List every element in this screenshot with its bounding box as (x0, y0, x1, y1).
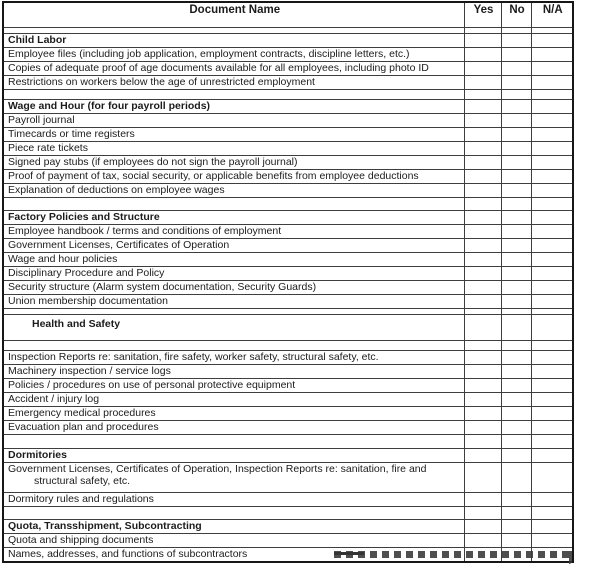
yes-checkbox-cell (464, 253, 501, 267)
na-checkbox-cell (531, 379, 573, 393)
yes-checkbox-cell (464, 48, 501, 62)
na-checkbox-cell (531, 253, 573, 267)
checklist-row (3, 267, 573, 281)
checklist-row (3, 281, 573, 295)
na-checkbox-cell (531, 170, 573, 184)
no-checkbox-cell (501, 534, 531, 548)
column-header-no: No (501, 2, 531, 28)
yes-checkbox-cell (464, 520, 501, 534)
no-checkbox-cell (501, 225, 531, 239)
na-checkbox-cell (531, 449, 573, 463)
no-checkbox-cell (501, 253, 531, 267)
no-checkbox-cell (501, 76, 531, 90)
no-checkbox-cell (501, 463, 531, 493)
yes-checkbox-cell (464, 239, 501, 253)
spacer-row (3, 507, 573, 520)
document-name-cell (3, 507, 464, 520)
no-checkbox-cell (501, 351, 531, 365)
document-name-cell: Inspection Reports re: sanitation, fire safety, worker safety, structural safety, etc. (3, 351, 464, 365)
na-checkbox-cell (531, 184, 573, 198)
no-checkbox-cell (501, 493, 531, 507)
yes-checkbox-cell (464, 281, 501, 295)
na-checkbox-cell (531, 34, 573, 48)
na-checkbox-cell (531, 393, 573, 407)
yes-checkbox-cell (464, 100, 501, 114)
document-name-cell: Copies of adequate proof of age documents available for all employees, including photo ID (3, 62, 464, 76)
yes-checkbox-cell (464, 198, 501, 211)
document-name-cell: Government Licenses, Certificates of Operation, Inspection Reports re: sanitation, fire and structural safety, etc. (3, 463, 464, 493)
document-name-cell: Quota and shipping documents (3, 534, 464, 548)
no-checkbox-cell (501, 100, 531, 114)
no-checkbox-cell (501, 239, 531, 253)
na-checkbox-cell (531, 114, 573, 128)
section-row (3, 34, 573, 48)
yes-checkbox-cell (464, 76, 501, 90)
na-checkbox-cell (531, 267, 573, 281)
yes-checkbox-cell (464, 225, 501, 239)
yes-checkbox-cell (464, 507, 501, 520)
document-name-cell: Names, addresses, and functions of subcontractors (3, 548, 464, 563)
yes-checkbox-cell (464, 379, 501, 393)
document-name-cell: Proof of payment of tax, social security, or applicable benefits from employee deductions (3, 170, 464, 184)
spacer-row (3, 435, 573, 449)
checklist-row (3, 463, 573, 493)
yes-checkbox-cell (464, 315, 501, 341)
no-checkbox-cell (501, 507, 531, 520)
yes-checkbox-cell (464, 393, 501, 407)
no-checkbox-cell (501, 365, 531, 379)
document-name-cell: Child Labor (3, 34, 464, 48)
na-checkbox-cell (531, 128, 573, 142)
spacer-row (3, 90, 573, 100)
document-name-cell: Quota, Transshipment, Subcontracting (3, 520, 464, 534)
na-checkbox-cell (531, 156, 573, 170)
checklist-row (3, 48, 573, 62)
no-checkbox-cell (501, 407, 531, 421)
no-checkbox-cell (501, 211, 531, 225)
na-checkbox-cell (531, 281, 573, 295)
checklist-row (3, 379, 573, 393)
checklist-row (3, 239, 573, 253)
checklist-row (3, 142, 573, 156)
spacer-row (3, 198, 573, 211)
yes-checkbox-cell (464, 435, 501, 449)
document-name-cell: Wage and hour policies (3, 253, 464, 267)
document-name-cell: Timecards or time registers (3, 128, 464, 142)
document-name-cell: Employee handbook / terms and conditions of employment (3, 225, 464, 239)
checklist-row (3, 407, 573, 421)
checklist-row (3, 62, 573, 76)
column-header-yes: Yes (464, 2, 501, 28)
na-checkbox-cell (531, 351, 573, 365)
no-checkbox-cell (501, 449, 531, 463)
checklist-row (3, 351, 573, 365)
yes-checkbox-cell (464, 493, 501, 507)
na-checkbox-cell (531, 211, 573, 225)
yes-checkbox-cell (464, 365, 501, 379)
yes-checkbox-cell (464, 114, 501, 128)
checklist-row (3, 184, 573, 198)
section-row (3, 100, 573, 114)
no-checkbox-cell (501, 315, 531, 341)
checklist-row (3, 534, 573, 548)
no-checkbox-cell (501, 281, 531, 295)
document-name-cell (3, 435, 464, 449)
na-checkbox-cell (531, 365, 573, 379)
yes-checkbox-cell (464, 34, 501, 48)
document-name-cell: Security structure (Alarm system documentation, Security Guards) (3, 281, 464, 295)
na-checkbox-cell (531, 534, 573, 548)
no-checkbox-cell (501, 520, 531, 534)
na-checkbox-cell (531, 225, 573, 239)
yes-checkbox-cell (464, 156, 501, 170)
na-checkbox-cell (531, 435, 573, 449)
na-checkbox-cell (531, 407, 573, 421)
section-row (3, 449, 573, 463)
document-name-cell (3, 90, 464, 100)
na-checkbox-cell (531, 493, 573, 507)
document-name-cell: Government Licenses, Certificates of Operation (3, 239, 464, 253)
yes-checkbox-cell (464, 211, 501, 225)
na-checkbox-cell (531, 520, 573, 534)
column-header-document-name: Document Name (3, 2, 464, 28)
document-checklist-table (2, 1, 574, 563)
no-checkbox-cell (501, 90, 531, 100)
no-checkbox-cell (501, 142, 531, 156)
yes-checkbox-cell (464, 128, 501, 142)
yes-checkbox-cell (464, 184, 501, 198)
no-checkbox-cell (501, 435, 531, 449)
checklist-row (3, 128, 573, 142)
document-name-cell: Factory Policies and Structure (3, 211, 464, 225)
document-name-cell: Emergency medical procedures (3, 407, 464, 421)
na-checkbox-cell (531, 198, 573, 211)
na-checkbox-cell (531, 239, 573, 253)
na-checkbox-cell (531, 90, 573, 100)
checklist-row (3, 156, 573, 170)
na-checkbox-cell (531, 142, 573, 156)
no-checkbox-cell (501, 48, 531, 62)
checklist-row (3, 365, 573, 379)
no-checkbox-cell (501, 34, 531, 48)
no-checkbox-cell (501, 62, 531, 76)
no-checkbox-cell (501, 114, 531, 128)
yes-checkbox-cell (464, 407, 501, 421)
yes-checkbox-cell (464, 295, 501, 309)
na-checkbox-cell (531, 315, 573, 341)
checklist-row (3, 114, 573, 128)
yes-checkbox-cell (464, 142, 501, 156)
section-row (3, 211, 573, 225)
document-name-cell: Dormitory rules and regulations (3, 493, 464, 507)
document-name-cell: Evacuation plan and procedures (3, 421, 464, 435)
document-name-cell: Dormitories (3, 449, 464, 463)
document-name-cell: Union membership documentation (3, 295, 464, 309)
yes-checkbox-cell (464, 463, 501, 493)
document-name-cell: Explanation of deductions on employee wages (3, 184, 464, 198)
document-name-cell: Payroll journal (3, 114, 464, 128)
document-name-cell: Restrictions on workers below the age of unrestricted employment (3, 76, 464, 90)
na-checkbox-cell (531, 341, 573, 351)
header-row (3, 2, 573, 28)
no-checkbox-cell (501, 184, 531, 198)
na-checkbox-cell (531, 62, 573, 76)
no-checkbox-cell (501, 128, 531, 142)
spacer-row (3, 341, 573, 351)
document-name-cell (3, 341, 464, 351)
no-checkbox-cell (501, 341, 531, 351)
document-name-cell: Accident / injury log (3, 393, 464, 407)
checklist-row (3, 421, 573, 435)
checklist-row (3, 170, 573, 184)
na-checkbox-cell (531, 463, 573, 493)
section-row (3, 315, 573, 341)
document-name-cell: Signed pay stubs (if employees do not sign the payroll journal) (3, 156, 464, 170)
no-checkbox-cell (501, 198, 531, 211)
na-checkbox-cell (531, 48, 573, 62)
no-checkbox-cell (501, 295, 531, 309)
na-checkbox-cell (531, 76, 573, 90)
no-checkbox-cell (501, 421, 531, 435)
yes-checkbox-cell (464, 170, 501, 184)
scan-smudge-artifact (334, 551, 572, 558)
document-name-cell: Machinery inspection / service logs (3, 365, 464, 379)
no-checkbox-cell (501, 156, 531, 170)
yes-checkbox-cell (464, 421, 501, 435)
document-name-cell: Disciplinary Procedure and Policy (3, 267, 464, 281)
na-checkbox-cell (531, 295, 573, 309)
na-checkbox-cell (531, 421, 573, 435)
checklist-row (3, 393, 573, 407)
checklist-row (3, 295, 573, 309)
document-name-cell: Employee files (including job application, employment contracts, discipline letters, etc.) (3, 48, 464, 62)
document-name-cell (3, 198, 464, 211)
checklist-row (3, 225, 573, 239)
na-checkbox-cell (531, 100, 573, 114)
yes-checkbox-cell (464, 90, 501, 100)
document-name-cell: Wage and Hour (for four payroll periods) (3, 100, 464, 114)
na-checkbox-cell (531, 507, 573, 520)
yes-checkbox-cell (464, 62, 501, 76)
document-name-cell: Policies / procedures on use of personal protective equipment (3, 379, 464, 393)
yes-checkbox-cell (464, 449, 501, 463)
checklist-row (3, 76, 573, 90)
document-name-cell: Piece rate tickets (3, 142, 464, 156)
no-checkbox-cell (501, 170, 531, 184)
document-name-cell: Health and Safety (3, 315, 464, 341)
checklist-row (3, 253, 573, 267)
yes-checkbox-cell (464, 534, 501, 548)
no-checkbox-cell (501, 379, 531, 393)
no-checkbox-cell (501, 267, 531, 281)
section-row (3, 520, 573, 534)
checklist-row (3, 493, 573, 507)
column-header-na: N/A (531, 2, 573, 28)
no-checkbox-cell (501, 393, 531, 407)
yes-checkbox-cell (464, 267, 501, 281)
yes-checkbox-cell (464, 341, 501, 351)
yes-checkbox-cell (464, 351, 501, 365)
